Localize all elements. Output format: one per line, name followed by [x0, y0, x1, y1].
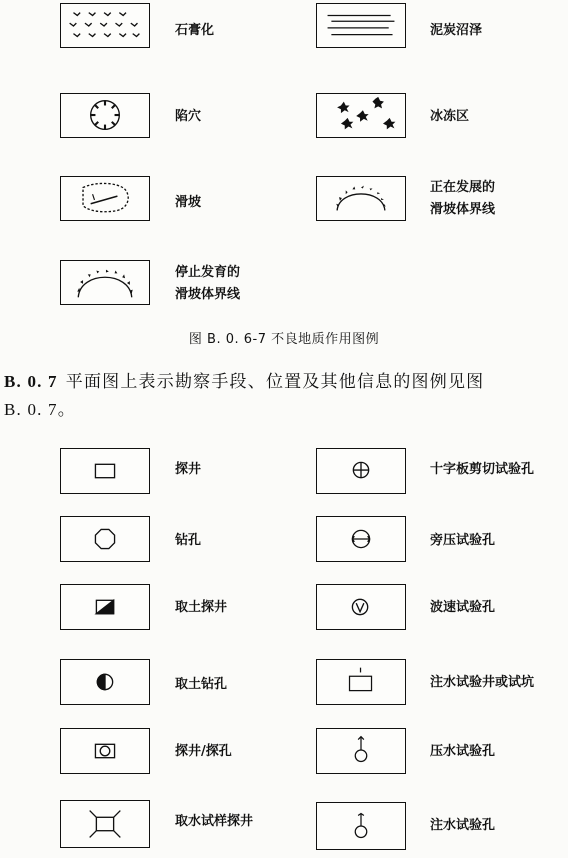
water-sampling-pit-icon [61, 801, 149, 847]
section-paragraph [4, 368, 564, 424]
borehole-icon [61, 517, 149, 561]
stopped-landslide-label-line1: 停止发育的 [175, 265, 241, 280]
cross-vane-label: 十字板剪切试验孔 [430, 462, 535, 477]
test-pit-icon [61, 449, 149, 493]
pressure-water-test-hole-icon [317, 729, 405, 773]
peat-swamp-label: 泥炭沼泽 [430, 23, 483, 38]
pressuremeter-legend-box [316, 516, 406, 562]
landslide-label: 滑坡 [175, 195, 202, 210]
soil-sampling-borehole-icon [61, 660, 149, 704]
figure-caption: 图 B. 0. 6-7 不良地质作用图例 [188, 332, 380, 347]
test-pit-label: 探井 [175, 462, 202, 477]
soil-sampling-pit-icon [61, 585, 149, 629]
frozen-zone-label: 冰冻区 [430, 109, 470, 124]
pressuremeter-test-hole-icon [317, 517, 405, 561]
pit-hole-label: 探井/探孔 [175, 744, 232, 759]
landslide-icon [61, 177, 149, 220]
landslide-legend-box [60, 176, 150, 221]
active-landslide-legend-box [316, 176, 406, 221]
sinkhole-legend-box [60, 93, 150, 138]
gypsum-icon [61, 4, 149, 47]
water-injection-pit-legend-box [316, 659, 406, 705]
gypsum-legend-box [60, 3, 150, 48]
stopped-landslide-label-line2: 滑坡体界线 [175, 287, 241, 302]
soil-sampling-pit-label: 取土探井 [175, 600, 228, 615]
soil-sampling-borehole-legend-box [60, 659, 150, 705]
water-injection-hole-legend-box [316, 802, 406, 850]
stopped-landslide-legend-box [60, 260, 150, 305]
active-landslide-label-line2: 滑坡体界线 [430, 202, 496, 217]
pressuremeter-label: 旁压试验孔 [430, 533, 496, 548]
peat-swamp-icon [317, 4, 405, 47]
wave-velocity-legend-box [316, 584, 406, 630]
peat-swamp-legend-box [316, 3, 406, 48]
gypsum-label: 石膏化 [175, 23, 215, 38]
water-sampling-pit-label: 取水试样探井 [175, 814, 254, 829]
active-landslide-label [430, 177, 495, 221]
cross-vane-legend-box [316, 448, 406, 494]
frozen-zone-icon [317, 94, 405, 137]
water-injection-test-pit-icon [317, 660, 405, 704]
water-injection-pit-label: 注水试验井或试坑 [430, 675, 535, 690]
active-landslide-boundary-icon [317, 177, 405, 220]
soil-sampling-borehole-label: 取土钻孔 [175, 677, 228, 692]
water-injection-test-hole-icon [317, 803, 405, 849]
cross-vane-test-hole-icon [317, 449, 405, 493]
pressure-water-label: 压水试验孔 [430, 744, 496, 759]
sinkhole-label: 陷穴 [175, 109, 202, 124]
water-sampling-pit-legend-box [60, 800, 150, 848]
test-pit-legend-box [60, 448, 150, 494]
sinkhole-icon [61, 94, 149, 137]
soil-sampling-pit-legend-box [60, 584, 150, 630]
wave-velocity-label: 波速试验孔 [430, 600, 496, 615]
water-injection-hole-label: 注水试验孔 [430, 818, 496, 833]
paragraph-text: 平面图上表示勘察手段、位置及其他信息的图例见图 [65, 372, 485, 392]
stopped-landslide-boundary-icon [61, 261, 149, 304]
pit-hole-icon [61, 729, 149, 773]
stopped-landslide-label [175, 262, 240, 306]
active-landslide-label-line1: 正在发展的 [430, 180, 496, 195]
borehole-legend-box [60, 516, 150, 562]
frozen-zone-legend-box [316, 93, 406, 138]
figure-reference: B. 0. 7。 [4, 400, 76, 419]
pressure-water-legend-box [316, 728, 406, 774]
borehole-label: 钻孔 [175, 533, 202, 548]
wave-velocity-test-hole-icon [317, 585, 405, 629]
section-number: B. 0. 7 [4, 372, 58, 391]
pit-hole-legend-box [60, 728, 150, 774]
